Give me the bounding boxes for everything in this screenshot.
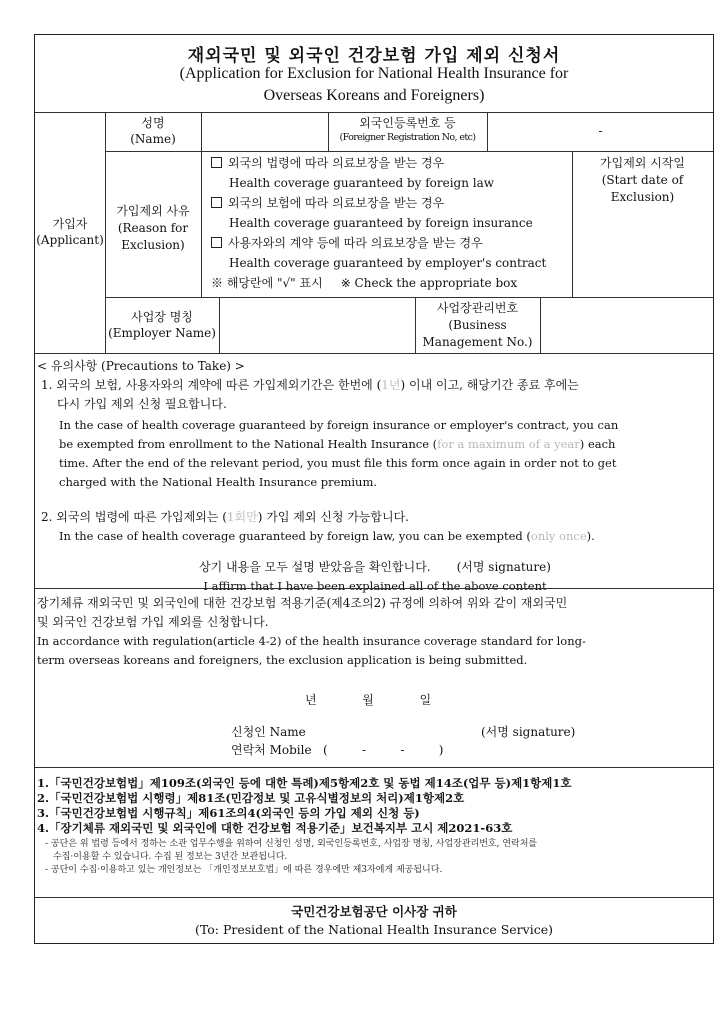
- start-date-en2: Exclusion): [610, 190, 675, 204]
- bizno-en2: Management No.): [422, 335, 533, 349]
- text: 1. 외국의 보험, 사용자와의 계약에 따른 가입제외기간은 한번에 (: [41, 378, 382, 392]
- text: ) each: [579, 437, 616, 451]
- day-label: 일: [419, 693, 432, 707]
- name-label: [105, 115, 201, 147]
- name-field[interactable]: [202, 113, 327, 150]
- text: charged with the National Health Insurance premium.: [59, 475, 378, 489]
- option-ko: 외국의 법령에 따라 의료보장을 받는 경우: [228, 156, 445, 170]
- text: be exempted from enrollment to the National Health Insurance (: [59, 437, 438, 451]
- text: ) 이내 이고, 해당기간 종료 후에는: [400, 378, 579, 392]
- option-en: Health coverage guaranteed by employer's contract: [229, 256, 547, 270]
- declaration-section: [37, 594, 713, 670]
- reason-label: [105, 203, 201, 254]
- applicant-name-label: 신청인 Name: [231, 725, 306, 739]
- check-note-en: ※ Check the appropriate box: [340, 276, 518, 290]
- checkbox-foreign-insurance[interactable]: [211, 197, 222, 208]
- highlight: 1회만: [226, 510, 258, 524]
- declaration-ko-1: 장기체류 재외국민 및 외국인에 대한 건강보험 적용기준(제4조의2) 규정에 의하여 위와 같이 재외국민: [37, 596, 568, 610]
- employer-name-label: [105, 309, 219, 341]
- legal-ref: 4.「장기체류 재외국민 및 외국인에 대한 건강보험 적용기준」보건복지부 고시 제2021-63호: [37, 821, 513, 835]
- precaution-item-1-ko: [37, 376, 713, 395]
- form-title-korean: 재외국민 및 외국인 건강보험 가입 제외 신청서: [187, 46, 561, 66]
- name-label-en: (Name): [130, 132, 176, 146]
- precautions-section: [37, 357, 713, 596]
- start-date-field[interactable]: [573, 210, 713, 296]
- business-number-field[interactable]: [541, 298, 713, 352]
- privacy-note: 수집·이용할 수 있습니다. 수집 된 정보는 3년간 보관됩니다.: [53, 852, 288, 862]
- option-ko: 외국의 보험에 따라 의료보장을 받는 경우: [228, 196, 445, 210]
- footer: [35, 903, 713, 939]
- checkbox-employer-contract[interactable]: [211, 237, 222, 248]
- applicant-section-label: [35, 216, 105, 248]
- divider: [105, 151, 713, 152]
- reg-label-en: (Foreigner Registration No, etc): [339, 132, 476, 143]
- text: 2. 외국의 법령에 따른 가입제외는 (: [41, 510, 227, 524]
- option-ko: 사용자와의 계약 등에 따라 의료보장을 받는 경우: [228, 236, 483, 250]
- highlight: only once: [530, 529, 587, 543]
- highlight: 1년: [381, 378, 401, 392]
- legal-references: [37, 776, 713, 877]
- text: ) 가입 제외 신청 가능합니다.: [257, 510, 410, 524]
- divider: [35, 897, 713, 898]
- registration-number-label: [328, 115, 487, 145]
- affirm-ko-line: [37, 558, 713, 577]
- footer-ko: 국민건강보험공단 이사장 귀하: [291, 904, 457, 919]
- affirm-en: I affirm that I have been explained all of the above content: [203, 579, 547, 593]
- precaution-item-1-en: [37, 416, 713, 492]
- bizno-en1: (Business: [448, 318, 507, 332]
- business-number-label: [415, 300, 540, 351]
- option-foreign-insurance[interactable]: [211, 193, 571, 213]
- application-form: [34, 34, 714, 944]
- form-title-english-line2: Overseas Koreans and Foreigners): [263, 87, 485, 104]
- footer-en: (To: President of the National Health Insurance Service): [195, 922, 553, 937]
- applicant-en: (Applicant): [36, 233, 104, 247]
- applicant-signature[interactable]: (서명 signature): [481, 725, 576, 739]
- divider: [201, 151, 202, 297]
- registration-number-field[interactable]: -: [598, 124, 603, 138]
- text: In the case of health coverage guaranteed by foreign insurance or employer's contract, you can: [59, 418, 619, 432]
- legal-ref: 1.「국민건강보험법」제109조(외국인 등에 대한 특례)제5항제2호 및 동법 제14조(업무 등)제1항제1호: [37, 776, 572, 790]
- legal-ref: 2.「국민건강보험법 시행령」제81조(민감정보 및 고유식별정보의 처리)제1항제2호: [37, 791, 465, 805]
- applicant-ko: 가입자: [52, 217, 88, 231]
- precaution-item-1-ko-2: 다시 가입 제외 신청 필요합니다.: [57, 397, 227, 411]
- divider: [35, 353, 713, 354]
- text: ).: [586, 529, 595, 543]
- affirm-ko: 상기 내용을 모두 설명 받았음을 확인합니다.: [199, 560, 431, 574]
- privacy-note: - 공단이 수집·이용하고 있는 개인정보는 「개인정보보호법」에 따른 경우에만 제3자에게 제공됩니다.: [45, 865, 443, 875]
- highlight: for a maximum of a year: [437, 437, 580, 451]
- employer-ko: 사업장 명칭: [131, 310, 193, 324]
- privacy-note: - 공단은 위 법령 등에서 정하는 소관 업무수행을 위하여 신청인 성명, 외국인등록번호, 사업장 명칭, 사업장관리번호, 연락처를: [45, 839, 538, 849]
- text: time. After the end of the relevant period, you must file this form once again in order not to get: [59, 456, 617, 470]
- legal-ref: 3.「국민건강보험법 시행규칙」제61조의4(외국인 등의 가입 제외 신청 등): [37, 806, 420, 820]
- affirm-signature[interactable]: (서명 signature): [456, 560, 551, 574]
- checkbox-foreign-law[interactable]: [211, 157, 222, 168]
- reason-options: [211, 153, 571, 293]
- reg-label-ko: 외국인등록번호 등: [359, 116, 456, 130]
- reason-label-ko: 가입제외 사유: [116, 204, 190, 218]
- reason-label-en2: Exclusion): [121, 238, 185, 252]
- form-title-english-line1: (Application for Exclusion for National Health Insurance for: [179, 65, 569, 82]
- check-note: [211, 273, 571, 293]
- employer-en: (Employer Name): [108, 326, 216, 340]
- name-label-ko: 성명: [141, 116, 165, 130]
- precautions-header: < 유의사항 (Precautions to Take) >: [37, 359, 245, 373]
- divider: [35, 112, 713, 113]
- contact-line[interactable]: 연락처 Mobile ( - - ): [231, 743, 444, 757]
- option-en: Health coverage guaranteed by foreign law: [229, 176, 495, 190]
- month-label: 월: [362, 693, 374, 707]
- reason-label-en1: (Reason for: [117, 221, 189, 235]
- divider: [35, 588, 713, 589]
- divider: [35, 767, 713, 768]
- start-date-en1: (Start date of: [601, 173, 684, 187]
- check-note-ko: ※ 해당란에 "√" 표시: [211, 276, 323, 290]
- precaution-item-2-ko: [37, 508, 713, 527]
- option-en: Health coverage guaranteed by foreign insurance: [229, 216, 533, 230]
- declaration-en-1: In accordance with regulation(article 4-2) of the health insurance coverage standard for long-: [37, 634, 586, 648]
- start-date-label: [572, 155, 713, 206]
- start-date-ko: 가입제외 시작일: [600, 156, 685, 170]
- year-label: 년: [305, 693, 317, 707]
- text: In the case of health coverage guaranteed by foreign law, you can be exempted (: [59, 529, 531, 543]
- option-employer-contract[interactable]: [211, 233, 571, 253]
- precaution-item-2-en: [37, 527, 713, 546]
- bizno-ko: 사업장관리번호: [436, 301, 519, 315]
- employer-name-field[interactable]: [220, 298, 414, 352]
- date-line[interactable]: [305, 691, 505, 710]
- declaration-en-2: term overseas koreans and foreigners, the exclusion application is being submitted.: [37, 653, 528, 667]
- declaration-ko-2: 및 외국인 건강보험 가입 제외를 신청합니다.: [37, 615, 269, 629]
- option-foreign-law[interactable]: [211, 153, 571, 173]
